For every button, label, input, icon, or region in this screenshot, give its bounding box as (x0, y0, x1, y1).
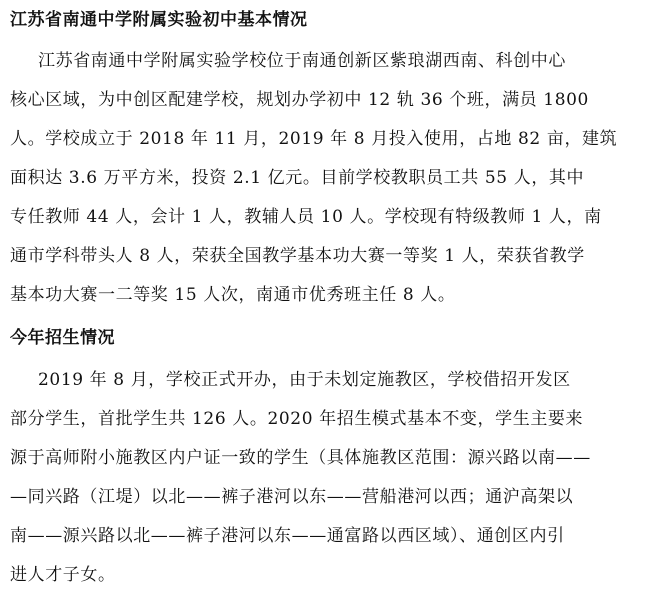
section-1-paragraph-line: 核心区域，为中创区配建学校，规划办学初中 12 轨 36 个班，满员 1800 (10, 90, 589, 110)
section-1-title: 江苏省南通中学附属实验初中基本情况 (10, 10, 308, 30)
section-2-paragraph-line: 南——源兴路以北——裤子港河以东——通富路以西区域）、通创区内引 (10, 526, 565, 546)
section-1-paragraph-line: 人。学校成立于 2018 年 11 月，2019 年 8 月投入使用，占地 82 亩，建筑 (10, 129, 618, 149)
section-2-paragraph-line: 2019 年 8 月，学校正式开办，由于未划定施教区，学校借招开发区 (38, 370, 571, 390)
section-1-paragraph-line: 基本功大赛一二等奖 15 人次，南通市优秀班主任 8 人。 (10, 285, 456, 305)
section-1-paragraph-line: 江苏省南通中学附属实验学校位于南通创新区紫琅湖西南、科创中心 (38, 51, 566, 71)
section-1-paragraph-line: 专任教师 44 人，会计 1 人，教辅人员 10 人。学校现有特级教师 1 人，南 (10, 207, 602, 227)
section-2-paragraph-line: 源于高师附小施教区内户证一致的学生（具体施教区范围：源兴路以南—— (10, 448, 591, 468)
section-2-paragraph-line: 进人才子女。 (10, 565, 116, 585)
section-1-paragraph-line: 面积达 3.6 万平方米，投资 2.1 亿元。目前学校教职员工共 55 人，其中 (10, 168, 585, 188)
section-2-paragraph-line: 部分学生，首批学生共 126 人。2020 年招生模式基本不变，学生主要来 (10, 409, 584, 429)
section-2-title: 今年招生情况 (10, 328, 115, 348)
section-1-paragraph-line: 通市学科带头人 8 人，荣获全国教学基本功大赛一等奖 1 人，荣获省教学 (10, 246, 585, 266)
section-2-paragraph-line: —同兴路（江堤）以北——裤子港河以东——营船港河以西；通沪高架以 (10, 487, 574, 507)
